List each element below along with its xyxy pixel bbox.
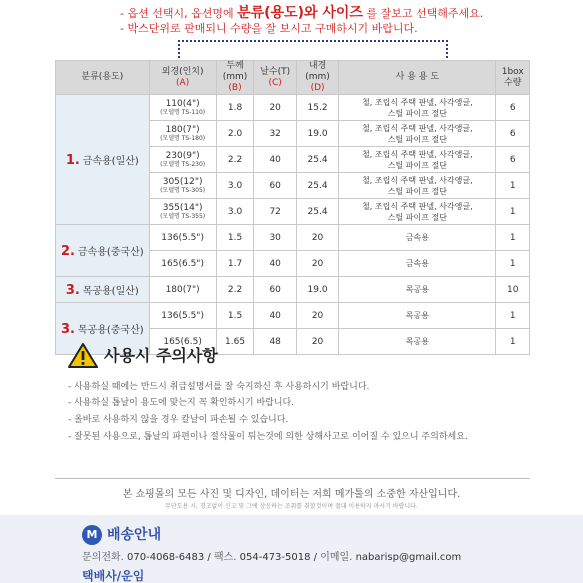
category-cell: 2. 금속용(중국산) (56, 225, 150, 277)
caution-item: - 사용하실 톱날이 용도에 맞는지 꼭 확인하시기 바랍니다. (68, 398, 295, 408)
dotted-connector-left (178, 40, 180, 58)
outer-cell: 230(9") (모델명 TS-230) (149, 147, 216, 173)
table-row (56, 303, 530, 329)
thickness-cell: 2.2 (216, 147, 254, 173)
box-cell: 6 (496, 95, 530, 121)
delivery-title: 배송안내 (107, 527, 162, 543)
caution-item: - 올바로 사용하지 않을 경우 칼날이 파손될 수 있습니다. (68, 415, 289, 425)
teeth-cell: 32 (254, 121, 296, 147)
box-cell: 1 (496, 173, 530, 199)
notice-line-1-pre: - 옵션 선택시, 옵션명에 (120, 7, 234, 20)
inner-cell: 15.2 (296, 95, 338, 121)
usage-cell: 금속용 (339, 251, 496, 277)
table-row (56, 225, 530, 251)
dotted-connector-right (446, 40, 448, 58)
box-cell: 1 (496, 303, 530, 329)
dotted-connector (178, 40, 448, 42)
outer-cell: 180(7") (모델명 TS-180) (149, 121, 216, 147)
category-cell: 3. 목공용(중국산) (56, 303, 150, 355)
teeth-cell: 20 (254, 95, 296, 121)
category-cell: 3. 목공용(일산) (56, 277, 150, 303)
box-cell: 1 (496, 225, 530, 251)
usage-cell: 철, 조립식 주택 판넬, 사각앵글, 스틸 파이프 절단 (339, 173, 496, 199)
outer-cell: 180(7") (149, 277, 216, 303)
usage-cell: 철, 조립식 주택 판넬, 사각앵글, 스틸 파이프 절단 (339, 147, 496, 173)
inner-cell: 20 (296, 329, 338, 355)
spec-table (55, 60, 530, 355)
header-teeth: 날수(T) (C) (254, 61, 296, 95)
outer-cell: 165(6.5") (149, 251, 216, 277)
usage-cell: 철, 조립식 주택 판넬, 사각앵글, 스틸 파이프 절단 (339, 199, 496, 225)
outer-cell: 165(6.5) (149, 329, 216, 355)
thickness-cell: 1.5 (216, 225, 254, 251)
header-category: 분류(용도) (56, 61, 150, 95)
caution-item: - 사용하실 때에는 반드시 취급설명서를 잘 숙지하신 후 사용하시기 바랍니다. (68, 382, 370, 392)
table-row (56, 277, 530, 303)
delivery-logo-icon: M (82, 525, 102, 545)
thickness-cell: 2.2 (216, 277, 254, 303)
inner-cell: 20 (296, 303, 338, 329)
usage-cell: 금속용 (339, 225, 496, 251)
box-cell: 1 (496, 199, 530, 225)
inner-cell: 20 (296, 251, 338, 277)
table-header-row (56, 61, 530, 95)
header-box: 1box 수량 (496, 61, 530, 95)
email-address[interactable]: nabarisp@gmail.com (355, 552, 462, 563)
header-usage: 사 용 용 도 (339, 61, 496, 95)
inner-cell: 19.0 (296, 277, 338, 303)
caution-item: - 잘못된 사용으로, 톱날의 파편이나 절삭물이 튀는것에 의한 상해사고로 이어질 수 있으니 주의하세요. (68, 432, 468, 442)
outer-cell: 305(12") (모델명 TS-305) (149, 173, 216, 199)
teeth-cell: 60 (254, 173, 296, 199)
box-cell: 10 (496, 277, 530, 303)
shipping-fee-title: 택배사/운임 (82, 569, 145, 583)
teeth-cell: 40 (254, 147, 296, 173)
header-inner: 내경(mm) (D) (296, 61, 338, 95)
teeth-cell: 72 (254, 199, 296, 225)
teeth-cell: 40 (254, 303, 296, 329)
category-cell: 1. 금속용(일산) (56, 95, 150, 225)
phone-label: 문의전화. (82, 552, 124, 563)
inner-cell: 19.0 (296, 121, 338, 147)
notice-line-1-emphasis: 분류(용도)와 사이즈 (237, 5, 363, 21)
table-row (56, 95, 530, 121)
box-cell: 6 (496, 121, 530, 147)
contact-info: 문의전화. 070-4068-6483 / 팩스. 054-473-5018 / 이메일. nabarisp@gmail.com (82, 552, 462, 563)
section-divider (55, 478, 530, 479)
notice-line-1 (120, 2, 483, 22)
delivery-section (0, 515, 583, 583)
teeth-cell: 40 (254, 251, 296, 277)
fax-label: 팩스. (213, 552, 237, 563)
inner-cell: 20 (296, 225, 338, 251)
warning-icon (68, 342, 98, 368)
thickness-cell: 1.65 (216, 329, 254, 355)
thickness-cell: 1.5 (216, 303, 254, 329)
box-cell: 1 (496, 251, 530, 277)
thickness-cell: 2.0 (216, 121, 254, 147)
outer-cell: 136(5.5") (149, 303, 216, 329)
copyright-warning: 무단도용 시, 경고없이 신고 및 그에 상응하는 조취를 취할것이며 절대 이용하지 마시기 바랍니다. (165, 503, 418, 510)
thickness-cell: 1.7 (216, 251, 254, 277)
thickness-cell: 3.0 (216, 173, 254, 199)
fax-number: 054-473-5018 (239, 552, 311, 563)
teeth-cell: 30 (254, 225, 296, 251)
usage-cell: 목공용 (339, 303, 496, 329)
teeth-cell: 60 (254, 277, 296, 303)
caution-title: 사용시 주의사항 (104, 346, 218, 365)
usage-cell: 철, 조립식 주택 판넬, 사각앵글, 스틸 파이프 절단 (339, 95, 496, 121)
outer-cell: 355(14") (모델명 TS-355) (149, 199, 216, 225)
box-cell: 1 (496, 329, 530, 355)
thickness-cell: 3.0 (216, 199, 254, 225)
usage-cell: 목공용 (339, 329, 496, 355)
email-label: 이메일. (320, 552, 353, 563)
phone-number[interactable]: 070-4068-6483 (127, 552, 205, 563)
notice-line-1-post: 를 잘보고 선택해주세요. (366, 7, 484, 20)
caution-section (0, 338, 583, 468)
copyright-notice: 본 쇼핑몰의 모든 사진 및 디자인, 데이터는 저희 메가툴의 소중한 자산입니다. (122, 489, 461, 500)
header-thickness: 두께(mm) (B) (216, 61, 254, 95)
usage-cell: 철, 조립식 주택 판넬, 사각앵글, 스틸 파이프 절단 (339, 121, 496, 147)
box-cell: 6 (496, 147, 530, 173)
inner-cell: 25.4 (296, 173, 338, 199)
notice-line-2: - 박스단위로 판매되니 수량을 잘 보시고 구매하시기 바랍니다. (120, 22, 418, 35)
inner-cell: 25.4 (296, 199, 338, 225)
teeth-cell: 48 (254, 329, 296, 355)
notice-box (0, 0, 583, 48)
inner-cell: 25.4 (296, 147, 338, 173)
usage-cell: 목공용 (339, 277, 496, 303)
outer-cell: 136(5.5") (149, 225, 216, 251)
thickness-cell: 1.8 (216, 95, 254, 121)
outer-cell: 110(4") (모델명 TS-110) (149, 95, 216, 121)
header-outer: 외경(인치) (A) (149, 61, 216, 95)
